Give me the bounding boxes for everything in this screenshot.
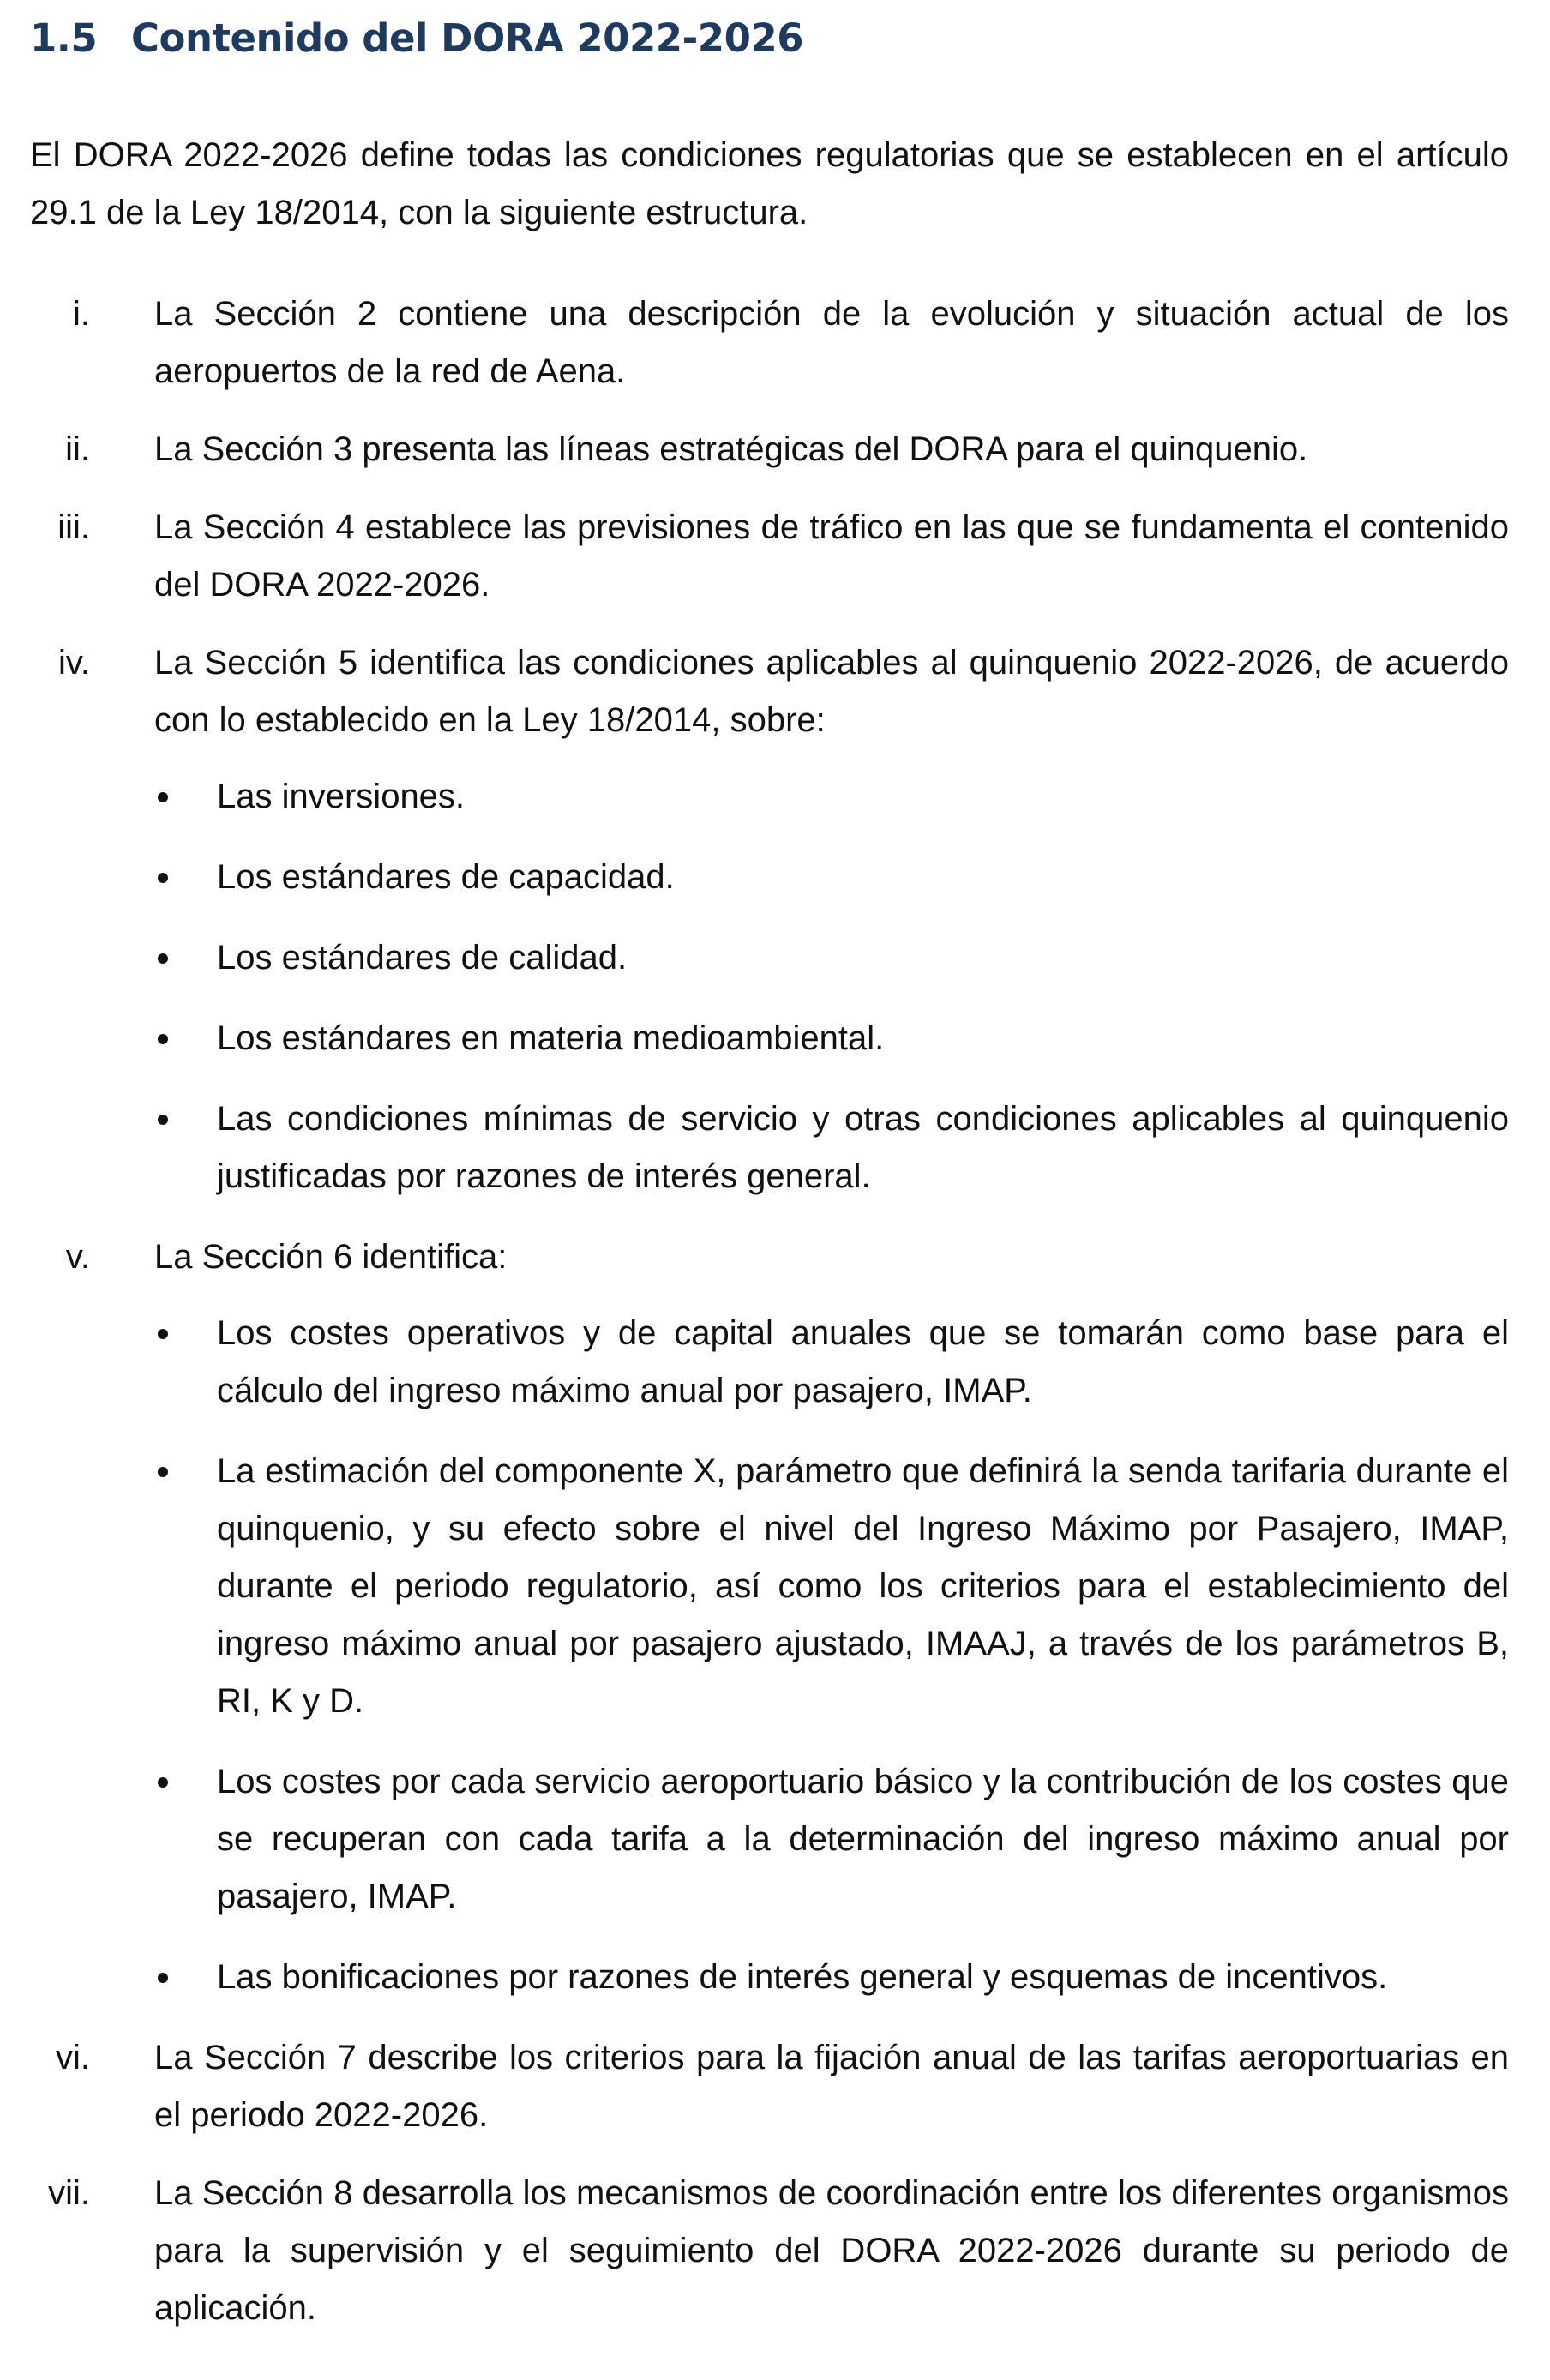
list-item-number: iii.: [57, 508, 90, 546]
structure-list: [30, 285, 1509, 2358]
bullet-text: Las condiciones mínimas de servicio y otras condiciones aplicables al quinquenio justificadas por razones de interés general.: [217, 1100, 1509, 1195]
bullet-list: [154, 1305, 1509, 2006]
list-item: [30, 285, 1509, 400]
bullet-icon: [158, 1034, 168, 1044]
list-item-number: v.: [65, 1238, 90, 1276]
bullet-icon: [158, 1467, 168, 1477]
list-item-text: La Sección 6 identifica:: [154, 1238, 508, 1276]
list-item-number: vi.: [56, 2039, 90, 2076]
list-item-text: La Sección 3 presenta las líneas estratégicas del DORA para el quinquenio.: [154, 430, 1308, 468]
bullet-item: [154, 849, 1509, 906]
list-item: [30, 421, 1509, 478]
list-item-number: vii.: [48, 2174, 90, 2212]
list-item-text: La Sección 2 contiene una descripción de la evolución y situación actual de los aeropuertos de la red de Aena.: [154, 295, 1509, 390]
bullet-icon: [158, 873, 168, 883]
bullet-list: [154, 768, 1509, 1205]
list-item-text: La Sección 8 desarrolla los mecanismos de coordinación entre los diferentes organismos para la supervisión y el seguimiento del DORA 2022-2026 durante su periodo de aplicación.: [154, 2174, 1509, 2327]
bullet-icon: [158, 1973, 168, 1983]
section-heading: [30, 15, 803, 61]
list-item: [30, 499, 1509, 614]
list-item-text: La Sección 7 describe los criterios para la fijación anual de las tarifas aeroportuarias en el periodo 2022-2026.: [154, 2039, 1509, 2134]
bullet-icon: [158, 792, 168, 802]
bullet-icon: [158, 1329, 168, 1339]
bullet-text: Las bonificaciones por razones de interés general y esquemas de incentivos.: [217, 1958, 1388, 1996]
section-number: 1.5: [30, 15, 98, 61]
bullet-text: Los costes operativos y de capital anuales que se tomarán como base para el cálculo del ingreso máximo anual por pasajero, IMAP.: [217, 1314, 1509, 1409]
bullet-text: Las inversiones.: [217, 778, 466, 815]
bullet-icon: [158, 1115, 168, 1125]
list-item-number: iv.: [57, 644, 90, 682]
bullet-icon: [158, 1777, 168, 1788]
bullet-text: Los costes por cada servicio aeroportuario básico y la contribución de los costes que se recuperan con cada tarifa a la determinación del ingreso máximo anual por pasajero, IMAP.: [217, 1763, 1509, 1915]
bullet-icon: [158, 953, 168, 964]
list-item-text: La Sección 5 identifica las condiciones aplicables al quinquenio 2022-2026, de acuerdo con lo establecido en la Ley 18/2014, sobre:: [154, 644, 1509, 739]
list-item: [30, 1229, 1509, 2006]
bullet-item: [154, 768, 1509, 826]
list-item: [30, 2165, 1509, 2337]
bullet-item: [154, 1010, 1509, 1067]
list-item: [30, 2029, 1509, 2144]
bullet-text: Los estándares de calidad.: [217, 939, 628, 977]
section-title: Contenido del DORA 2022-2026: [131, 15, 804, 61]
bullet-text: Los estándares en materia medioambiental.: [217, 1019, 885, 1057]
list-item-number: i.: [73, 295, 90, 333]
bullet-item: [154, 1091, 1509, 1205]
bullet-item: [154, 929, 1509, 987]
bullet-item: [154, 1949, 1509, 2006]
list-item-number: ii.: [65, 430, 90, 468]
bullet-item: [154, 1305, 1509, 1420]
intro-paragraph: El DORA 2022-2026 define todas las condiciones regulatorias que se establecen en el artículo 29.1 de la Ley 18/2014, con la siguiente estructura.: [30, 136, 1509, 231]
list-item: [30, 634, 1509, 1205]
list-item-text: La Sección 4 establece las previsiones de tráfico en las que se fundamenta el contenido del DORA 2022-2026.: [154, 508, 1509, 604]
bullet-item: [154, 1443, 1509, 1730]
bullet-text: Los estándares de capacidad.: [217, 858, 675, 896]
bullet-text: La estimación del componente X, parámetro que definirá la senda tarifaria durante el quinquenio, y su efecto sobre el nivel del Ingreso Máximo por Pasajero, IMAP, durante el periodo regulatorio, así como los criterios para el establecimiento del ingreso máximo anual por pasajero ajustado, IMAAJ, a través de los parámetros B, RI, K y D.: [217, 1452, 1509, 1720]
bullet-item: [154, 1753, 1509, 1926]
